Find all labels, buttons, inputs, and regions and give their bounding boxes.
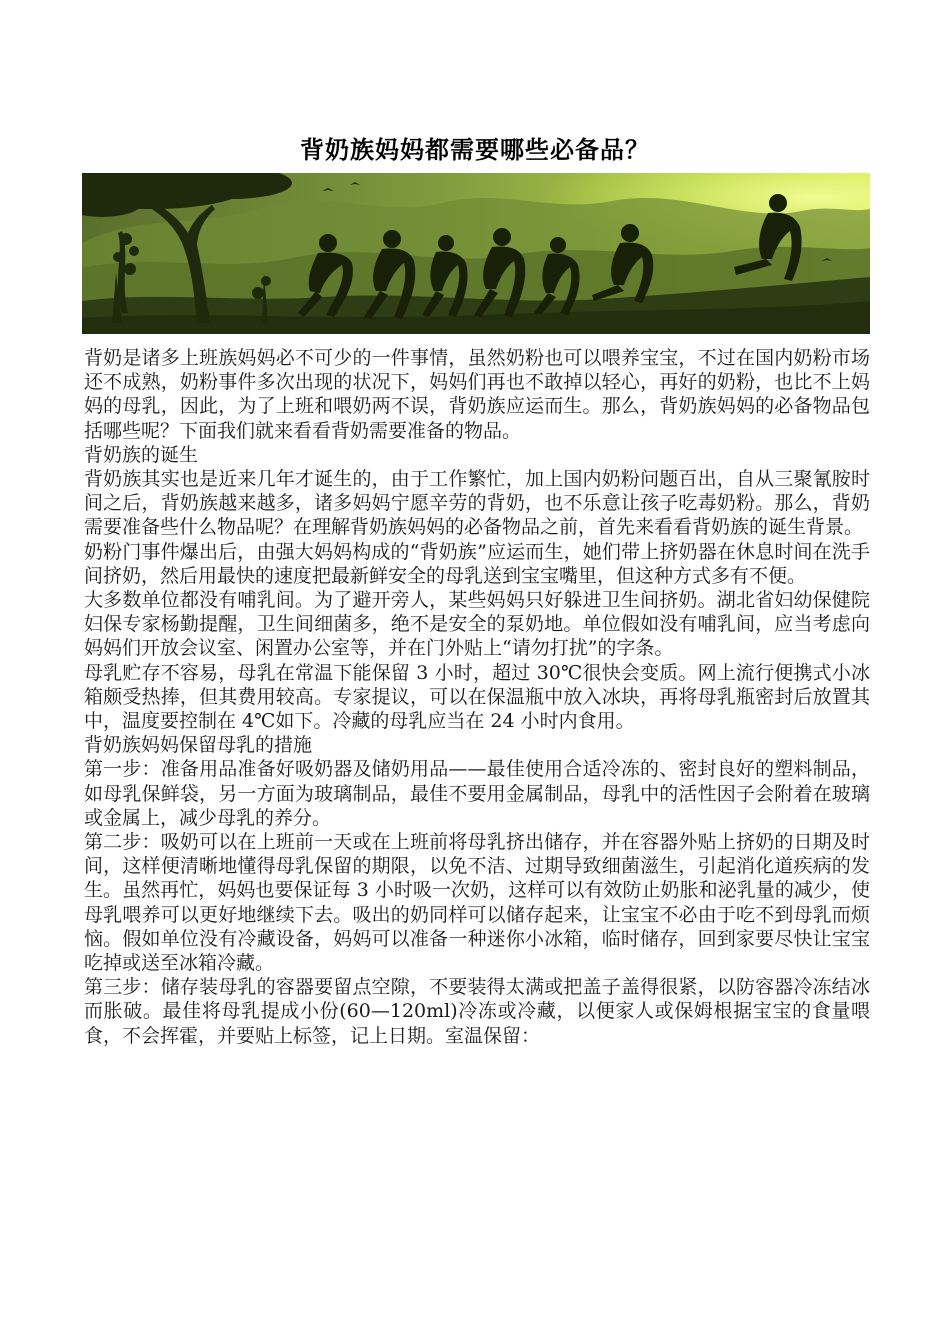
paragraph-intro: 背奶是诸多上班族妈妈必不可少的一件事情，虽然奶粉也可以喂养宝宝，不过在国内奶粉市场还不成熟，奶粉事件多次出现的状况下，妈妈们再也不敢掉以轻心，再好的奶粉，也比不上妈妈的母乳，因此，为了上班和喂奶两不误，背奶族应运而生。那么，背奶族妈妈的必备物品包括哪些呢？下面我们就来看看背奶需要准备的物品。 — [84, 347, 870, 442]
banner-image — [82, 173, 870, 334]
paragraph-step-three: 第三步：储存装母乳的容器要留点空隙，不要装得太满或把盖子盖得很紧，以防容器冷冻结冰而胀破。最佳将母乳提成小份(60—120ml)冷冻或冷藏，以便家人或保姆根据宝宝的食量喂食，不会挥霍，并要贴上标签，记上日期。室温保留： — [84, 976, 870, 1047]
paragraph-step-one: 第一步：准备用品准备好吸奶器及储奶用品——最佳使用合适冷冻的、密封良好的塑料制品，如母乳保鲜袋，另一方面为玻璃制品，最佳不要用金属制品，母乳中的活性因子会附着在玻璃或金属上，减少母乳的养分。 — [84, 758, 870, 829]
page-title: 背奶族妈妈都需要哪些必备品？ — [300, 136, 650, 164]
paragraph-nursing-room: 大多数单位都没有哺乳间。为了避开旁人，某些妈妈只好躲进卫生间挤奶。湖北省妇幼保健院妇保专家杨勤提醒，卫生间细菌多，绝不是安全的泵奶地。单位假如没有哺乳间，应当考虑向妈妈们开放会议室、闲置办公室等，并在门外贴上“请勿打扰”的字条。 — [84, 589, 870, 660]
runners-silhouette-illustration — [82, 173, 870, 334]
section-heading-measures: 背奶族妈妈保留母乳的措施 — [84, 734, 313, 757]
paragraph-step-two: 第二步：吸奶可以在上班前一天或在上班前将母乳挤出储存，并在容器外贴上挤奶的日期及时间，这样便清晰地懂得母乳保留的期限，以免不洁、过期导致细菌滋生，引起消化道疾病的发生。虽然再忙，妈妈也要保证每 3 小时吸一次奶，这样可以有效防止奶胀和泌乳量的减少，使母乳喂养可以更好地继续下去。吸出的奶同样可以储存起来，让宝宝不必由于吃不到母乳而烦恼。假如单位没有冷藏设备，妈妈可以准备一种迷你小冰箱，临时储存，回到家要尽快让宝宝吃掉或送至冰箱冷藏。 — [84, 831, 870, 975]
section-heading-birth: 背奶族的诞生 — [84, 443, 199, 466]
paragraph-milk-storage: 母乳贮存不容易，母乳在常温下能保留 3 小时，超过 30℃很快会变质。网上流行便携式小冰箱颇受热捧，但其费用较高。专家提议，可以在保温瓶中放入冰块，再将母乳瓶密封后放置其中，温度要控制在 4℃如下。冷藏的母乳应当在 24 小时内食用。 — [84, 661, 870, 733]
paragraph-milk-scandal: 奶粉门事件爆出后，由强大妈妈构成的“背奶族”应运而生，她们带上挤奶器在休息时间在洗手间挤奶，然后用最快的速度把最新鲜安全的母乳送到宝宝嘴里，但这种方式多有不便。 — [84, 540, 870, 587]
paragraph-birth-background: 背奶族其实也是近来几年才诞生的，由于工作繁忙，加上国内奶粉问题百出，自从三聚氰胺时间之后，背奶族越来越多，诸多妈妈宁愿辛劳的背奶，也不乐意让孩子吃毒奶粉。那么，背奶需要准备些什么物品呢？在理解背奶族妈妈的必备物品之前，首先来看看背奶族的诞生背景。 — [84, 468, 870, 539]
article-body — [84, 346, 870, 1048]
